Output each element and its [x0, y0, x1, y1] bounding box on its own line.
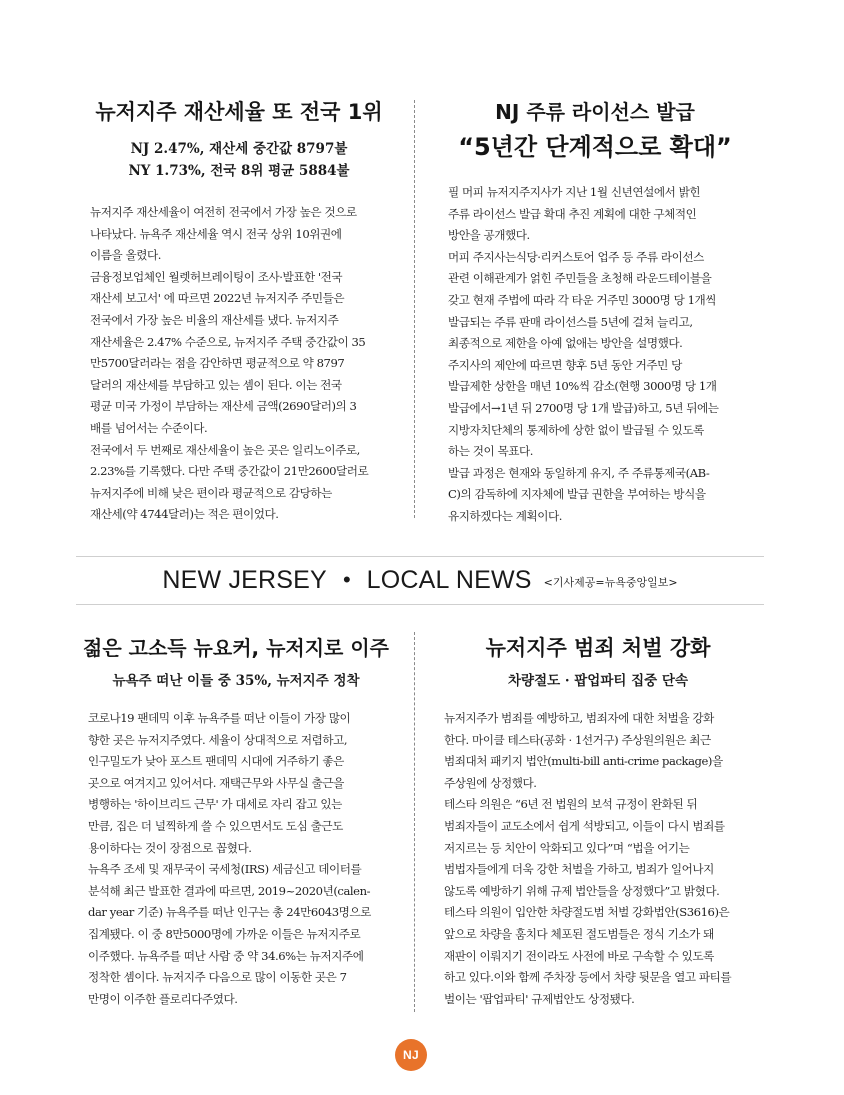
banner-rule-bottom	[76, 604, 764, 605]
article-liquor-license	[440, 96, 750, 528]
article-body: 필 머피 뉴저지주지사가 지난 1월 신년연설에서 밝힌 주류 라이선스 발급 확대 추진 계획에 대한 구체적인 방안을 공개했다. 머피 주지사는식당·리커스토어 업주 등 주류 라이선스 관련 이해관계가 얽힌 주민들을 초청해 라운드테이블을 갖고 현재 주법에 따라 각 타운 거주민 3000명 당 1개씩 발급되는 주류 판매 라이선스를 5년에 걸쳐 늘리고, 최종적으로 제한을 아예 없애는 방안을 설명했다. 주지사의 제안에 따르면 향후 5년 동안 거주민 당 발급제한 상한을 매년 10%씩 감소(현행 3000명 당 1개 발급에서→1년 뒤 2700명 당 1개 발급)하고, 5년 뒤에는 지방자치단체의 통제하에 상한 없이 발급될 수 있도록 하는 것이 목표다. 발급 과정은 현재와 동일하게 유지, 주 주류통제국(AB- C)의 감독하에 지자체에 발급 권한을 부여하는 방식을 유지하겠다는 계획이다.	[448, 185, 719, 523]
banner-title-right: LOCAL NEWS	[366, 565, 532, 594]
article-body: 코로나19 팬데믹 이후 뉴욕주를 떠난 이들이 가장 많이 향한 곳은 뉴저지주였다. 세율이 상대적으로 저렴하고, 인구밀도가 낮아 포스트 팬데믹 시대에 거주하기 좋은 곳으로 여겨지고 있어서다. 재택근무와 사무실 출근을 병행하는 '하이브리드 근무' 가 대세로 자리 잡고 있는 만큼, 집은 더 널찍하게 쓸 수 있으면서도 도심 출근도 용이하다는 것이 장점으로 꼽혔다. 뉴욕주 조세 및 재무국이 국세청(IRS) 세금신고 데이터를 분석해 최근 발표한 결과에 따르면, 2019~2020년(calen- dar year 기준) 뉴욕주를 떠난 인구는 총 24만6043명으로 집계됐다. 이 중 8만5000명에 가까운 이들은 뉴저지주로 이주했다. 뉴욕주를 떠난 사람 중 약 34.6%는 뉴저지주에 정착한 셈이다. 뉴저지주 다음으로 많이 이동한 곳은 7 만명이 이주한 플로리다주였다.	[88, 711, 371, 1006]
page-badge	[395, 1039, 427, 1071]
article-migration	[76, 632, 396, 1010]
article-headline: 뉴저지주 범죄 처벌 강화	[485, 636, 711, 660]
subhead-line-1: NJ 2.47%, 재산세 중간값 8797불	[130, 141, 348, 157]
article-crime	[440, 632, 756, 1010]
subhead-line-2: NY 1.73%, 전국 8위 평균 5884불	[128, 163, 350, 179]
headline-line-1: NJ 주류 라이선스 발급	[495, 100, 695, 124]
headline-line-2: “5년간 단계적으로 확대”	[458, 133, 732, 161]
banner-credit: <기사제공=뉴욕중앙일보>	[543, 576, 678, 589]
article-property-tax	[84, 96, 394, 526]
article-subhead: 차량절도 · 팝업파티 집중 단속	[508, 673, 688, 689]
article-headline: 뉴저지주 재산세율 또 전국 1위	[95, 100, 383, 124]
column-divider-bottom	[414, 632, 415, 1012]
article-headline: 젊은 고소득 뉴요커, 뉴저지로 이주	[83, 636, 389, 660]
page-badge-label: NJ	[403, 1048, 419, 1062]
banner-title-left: NEW JERSEY	[162, 565, 327, 594]
article-headline	[440, 96, 750, 166]
article-subhead	[84, 138, 394, 182]
section-banner	[76, 556, 764, 604]
banner-bullet: •	[342, 567, 351, 592]
column-divider-top	[414, 100, 415, 518]
article-body: 뉴저지주 재산세율이 여전히 전국에서 가장 높은 것으로 나타났다. 뉴욕주 재산세율 역시 전국 상위 10위권에 이름을 올렸다. 금융정보업체인 월렛허브레이팅이 조사·발표한 '전국 재산세 보고서' 에 따르면 2022년 뉴저지주 주민들은 전국에서 가장 높은 비율의 재산세를 냈다. 뉴저지주 재산세율은 2.47% 수준으로, 뉴저지주 주택 중간값이 35 만5700달러라는 점을 감안하면 평균적으로 약 8797 달러의 재산세를 부담하고 있는 셈이 된다. 이는 전국 평균 미국 가정이 부담하는 재산세 금액(2690달러)의 3 배를 넘어서는 수준이다. 전국에서 두 번째로 재산세율이 높은 곳은 일리노이주로, 2.23%를 기록했다. 다만 주택 중간값이 21만2600달러로 뉴저지주에 비해 낮은 편이라 평균적으로 감당하는 재산세(약 4744달러)는 적은 편이었다.	[90, 205, 369, 522]
article-body: 뉴저지주가 범죄를 예방하고, 범죄자에 대한 처벌을 강화 한다. 마이클 테스타(공화 · 1선거구) 주상원의원은 최근 범죄대처 패키지 법안(multi-bill anti-crime package)을 주상원에 상정했다. 테스타 의원은 “6년 전 법원의 보석 규정이 완화된 뒤 범죄자들이 교도소에서 쉽게 석방되고, 이들이 다시 범죄를 저지르는 등 치안이 악화되고 있다”며 “법을 어기는 범법자들에게 더욱 강한 처벌을 가하고, 범죄가 일어나지 않도록 예방하기 위해 규제 법안들을 상정했다”고 밝혔다. 테스타 의원이 입안한 차량절도범 처벌 강화법안(S3616)은 앞으로 차량을 훔치다 체포된 절도범들은 정식 기소가 돼 재판이 이뤄지기 전이라도 사전에 바로 구속할 수 있도록 하고 있다.이와 함께 주차장 등에서 차량 뒷문을 열고 파티를 벌이는 '팝업파티' 규제법안도 상정됐다.	[444, 711, 732, 1006]
article-subhead: 뉴욕주 떠난 이들 중 35%, 뉴저지주 정착	[112, 673, 360, 689]
